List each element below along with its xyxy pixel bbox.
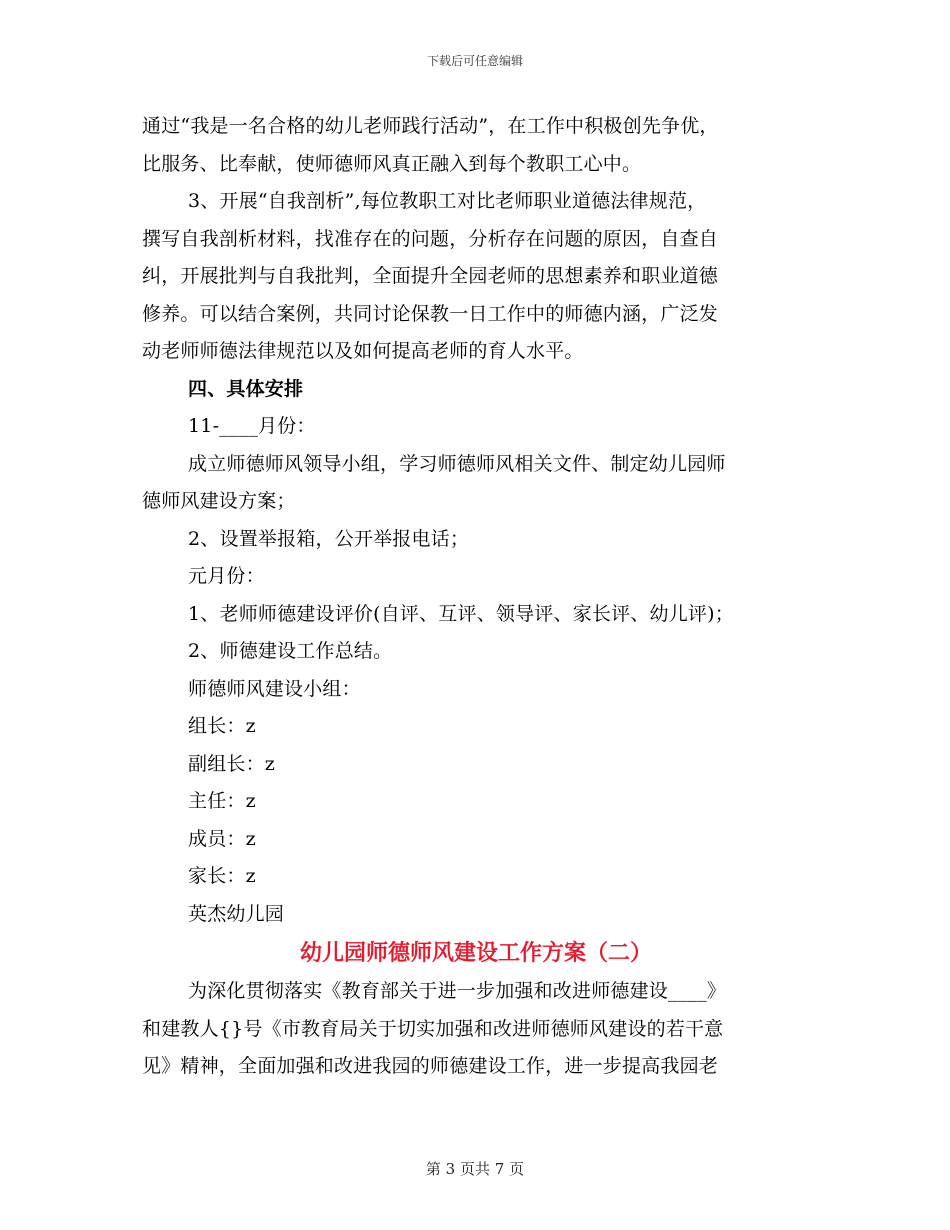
paragraph-line: 3、开展“自我剖析”,每位教职工对比老师职业道德法律规范， <box>188 190 707 212</box>
paragraph-line: 撰写自我剖析材料，找准存在的问题，分析存在问题的原因，自查自 <box>142 227 719 250</box>
paragraph-line: 通过“我是一名合格的幼儿老师践行活动”，在工作中积极创先争优， <box>142 115 719 137</box>
schedule-item: 1、老师师德建设评价(自评、互评、领导评、家长评、幼儿评)； <box>188 602 734 625</box>
schedule-month: 元月份： <box>188 565 265 587</box>
paragraph-line: 见》精神，全面加强和改进我园的师德建设工作，进一步提高我园老 <box>142 1055 719 1077</box>
paragraph-line: 和建教人{}号《市教育局关于切实加强和改进师德师风建设的若干意 <box>142 1017 724 1040</box>
schedule-item: 2、设置举报箱，公开举报电话； <box>188 527 470 550</box>
paragraph-line: 纠，开展批判与自我批判，全面提升全园老师的思想素养和职业道德 <box>142 265 719 287</box>
section-heading: 四、具体安排 <box>188 377 304 400</box>
group-member: 组长：z <box>188 715 256 737</box>
school-name: 英杰幼儿园 <box>188 902 285 925</box>
paragraph-line: 为深化贯彻落实《教育部关于进一步加强和改进师德建设____》 <box>188 980 727 1002</box>
paragraph-line: 动老师师德法律规范以及如何提高老师的育人水平。 <box>142 340 584 362</box>
group-title: 师德师风建设小组： <box>188 677 361 700</box>
page-footer: 第 3 页共 7 页 <box>425 1160 525 1178</box>
schedule-month: 11-____月份： <box>188 415 316 437</box>
paragraph-line: 德师风建设方案； <box>142 490 296 512</box>
group-member: 副组长：z <box>188 752 276 775</box>
group-member: 成员：z <box>188 827 256 850</box>
schedule-item: 2、师德建设工作总结。 <box>188 640 393 662</box>
section-title: 幼儿园师德师风建设工作方案（二） <box>299 940 652 966</box>
paragraph-line: 修养。可以结合案例，共同讨论保教一日工作中的师德内涵，广泛发 <box>142 302 719 325</box>
paragraph-line: 比服务、比奉献，使师德师风真正融入到每个教职工心中。 <box>142 152 642 175</box>
document-body <box>142 108 810 1086</box>
group-member: 主任：z <box>188 790 256 812</box>
paragraph-line: 成立师德师风领导小组，学习师德师风相关文件、制定幼儿园师 <box>188 452 726 475</box>
page-header: 下载后可任意编辑 <box>426 54 523 68</box>
group-member: 家长：z <box>188 865 256 887</box>
